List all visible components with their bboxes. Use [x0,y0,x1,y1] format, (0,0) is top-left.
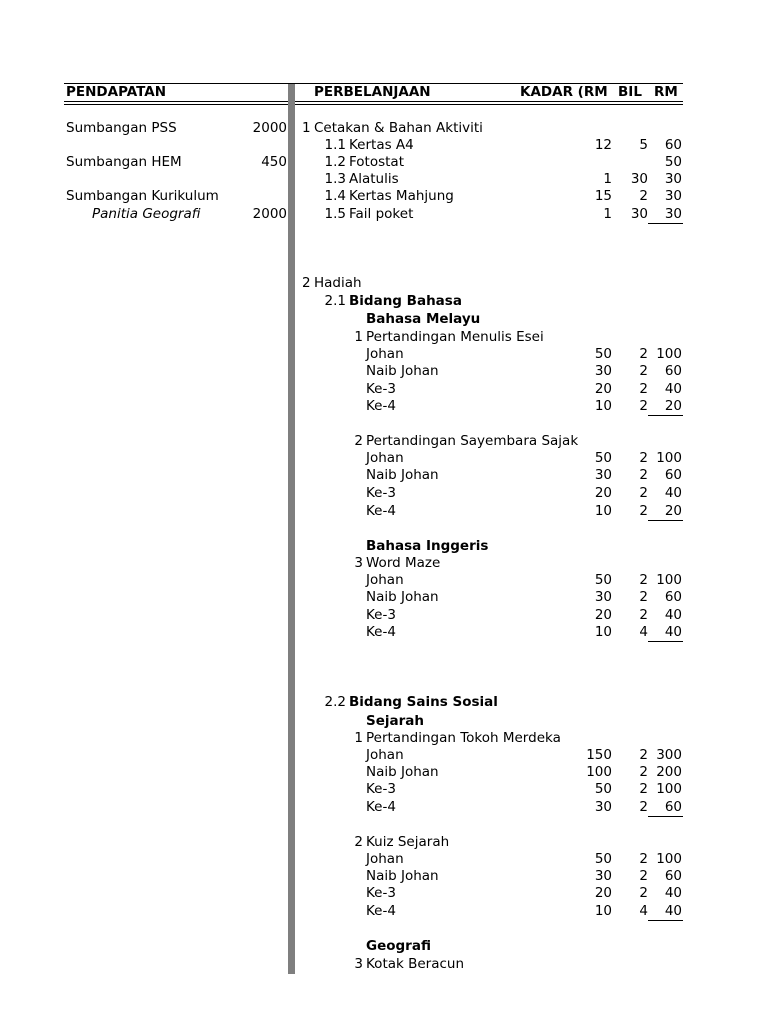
prize-label: Johan [366,450,404,466]
prize-qty: 2 [639,467,648,483]
prize-rate: 10 [594,503,612,519]
income-label: Sumbangan PSS [66,120,177,136]
section-number: 1 [302,120,311,136]
prize-label: Ke-3 [366,381,396,397]
prize-amount: 60 [664,467,682,483]
header-bottom-rule-2 [64,104,683,105]
prize-qty: 2 [639,346,648,362]
prize-label: Ke-4 [366,799,396,815]
prize-qty: 2 [639,799,648,815]
prize-qty: 2 [639,572,648,588]
prize-label: Johan [366,346,404,362]
prize-qty: 2 [639,589,648,605]
subtotal-underline [648,920,683,921]
item-amount: 50 [664,154,682,170]
rate-header: KADAR (RM [520,84,608,100]
contest-number: 1 [354,730,363,746]
subsection-title: Bidang Bahasa [349,293,462,309]
prize-label: Naib Johan [366,589,439,605]
item-qty: 2 [639,188,648,204]
prize-amount: 60 [664,799,682,815]
prize-label: Johan [366,572,404,588]
group-title: Sejarah [366,713,424,729]
prize-label: Ke-4 [366,503,396,519]
prize-rate: 30 [594,589,612,605]
prize-qty: 2 [639,764,648,780]
subtotal-underline [648,816,683,817]
item-rate: 1 [603,171,612,187]
prize-qty: 2 [639,747,648,763]
item-rate: 15 [594,188,612,204]
prize-rate: 30 [594,799,612,815]
group-title: Bahasa Inggeris [366,538,489,554]
contest-number: 3 [354,956,363,972]
item-label: Fail poket [349,206,414,222]
prize-rate: 150 [586,747,612,763]
prize-rate: 100 [586,764,612,780]
income-label: Sumbangan HEM [66,154,182,170]
prize-label: Naib Johan [366,868,439,884]
prize-qty: 2 [639,485,648,501]
item-rate: 12 [594,137,612,153]
subsection-number: 2.2 [324,694,346,710]
group-title: Geografi [366,938,431,954]
section-title: Hadiah [314,275,362,291]
prize-amount: 100 [656,346,682,362]
prize-amount: 40 [664,607,682,623]
prize-label: Naib Johan [366,363,439,379]
item-amount: 60 [664,137,682,153]
item-qty: 30 [630,171,648,187]
prize-amount: 100 [656,851,682,867]
subtotal-underline [648,641,683,642]
prize-amount: 60 [664,363,682,379]
prize-label: Ke-4 [366,903,396,919]
item-amount: 30 [664,206,682,222]
prize-rate: 30 [594,467,612,483]
prize-amount: 40 [664,624,682,640]
prize-qty: 2 [639,398,648,414]
group-title: Bahasa Melayu [366,311,481,327]
prize-rate: 10 [594,903,612,919]
prize-amount: 40 [664,885,682,901]
income-amount: 2000 [252,206,287,222]
item-number: 1.2 [324,154,346,170]
prize-label: Naib Johan [366,467,439,483]
prize-amount: 100 [656,781,682,797]
contest-title: Pertandingan Menulis Esei [366,329,544,345]
income-label: Sumbangan Kurikulum [66,188,219,204]
prize-amount: 60 [664,868,682,884]
prize-rate: 20 [594,607,612,623]
prize-label: Ke-3 [366,485,396,501]
contest-number: 2 [354,834,363,850]
item-label: Kertas Mahjung [349,188,454,204]
prize-amount: 100 [656,450,682,466]
item-label: Alatulis [349,171,399,187]
item-label: Kertas A4 [349,137,414,153]
subtotal-underline [648,415,683,416]
contest-title: Kuiz Sejarah [366,834,450,850]
prize-amount: 40 [664,381,682,397]
prize-rate: 50 [594,781,612,797]
income-sublabel: Panitia Geografi [92,206,201,222]
item-number: 1.5 [324,206,346,222]
contest-number: 2 [354,433,363,449]
contest-title: Pertandingan Tokoh Merdeka [366,730,561,746]
prize-rate: 20 [594,381,612,397]
prize-label: Johan [366,747,404,763]
prize-amount: 40 [664,485,682,501]
prize-label: Ke-3 [366,781,396,797]
item-number: 1.1 [324,137,346,153]
prize-label: Ke-4 [366,398,396,414]
contest-title: Word Maze [366,555,441,571]
income-amount: 2000 [252,120,287,136]
prize-qty: 2 [639,781,648,797]
prize-qty: 2 [639,381,648,397]
header-bottom-rule [64,101,683,102]
prize-rate: 10 [594,624,612,640]
item-amount: 30 [664,188,682,204]
item-qty: 30 [630,206,648,222]
prize-amount: 20 [664,503,682,519]
prize-amount: 100 [656,572,682,588]
subtotal-underline [648,223,683,224]
prize-label: Ke-3 [366,885,396,901]
item-number: 1.3 [324,171,346,187]
prize-amount: 300 [656,747,682,763]
prize-qty: 2 [639,868,648,884]
prize-qty: 2 [639,503,648,519]
prize-qty: 2 [639,607,648,623]
prize-qty: 2 [639,885,648,901]
prize-rate: 30 [594,868,612,884]
prize-rate: 20 [594,885,612,901]
prize-rate: 50 [594,851,612,867]
item-number: 1.4 [324,188,346,204]
column-divider [288,84,295,974]
prize-amount: 40 [664,903,682,919]
prize-amount: 200 [656,764,682,780]
contest-title: Pertandingan Sayembara Sajak [366,433,579,449]
prize-amount: 20 [664,398,682,414]
contest-number: 3 [354,555,363,571]
prize-rate: 50 [594,346,612,362]
item-label: Fotostat [349,154,404,170]
contest-title: Kotak Beracun [366,956,465,972]
prize-rate: 30 [594,363,612,379]
section-title: Cetakan & Bahan Aktiviti [314,120,483,136]
expense-header: PERBELANJAAN [314,84,431,100]
prize-qty: 2 [639,363,648,379]
income-header: PENDAPATAN [66,84,167,100]
prize-rate: 20 [594,485,612,501]
item-qty: 5 [639,137,648,153]
item-amount: 30 [664,171,682,187]
prize-label: Ke-3 [366,607,396,623]
income-amount: 450 [261,154,287,170]
subsection-title: Bidang Sains Sosial [349,694,498,710]
prize-amount: 60 [664,589,682,605]
contest-number: 1 [354,329,363,345]
prize-qty: 2 [639,450,648,466]
prize-label: Ke-4 [366,624,396,640]
section-number: 2 [302,275,311,291]
qty-header: BIL [618,84,642,100]
prize-label: Naib Johan [366,764,439,780]
amount-header: RM [654,84,678,100]
prize-qty: 4 [639,903,648,919]
prize-qty: 4 [639,624,648,640]
item-rate: 1 [603,206,612,222]
subsection-number: 2.1 [324,293,346,309]
prize-rate: 50 [594,450,612,466]
prize-rate: 50 [594,572,612,588]
prize-qty: 2 [639,851,648,867]
subtotal-underline [648,520,683,521]
prize-rate: 10 [594,398,612,414]
prize-label: Johan [366,851,404,867]
